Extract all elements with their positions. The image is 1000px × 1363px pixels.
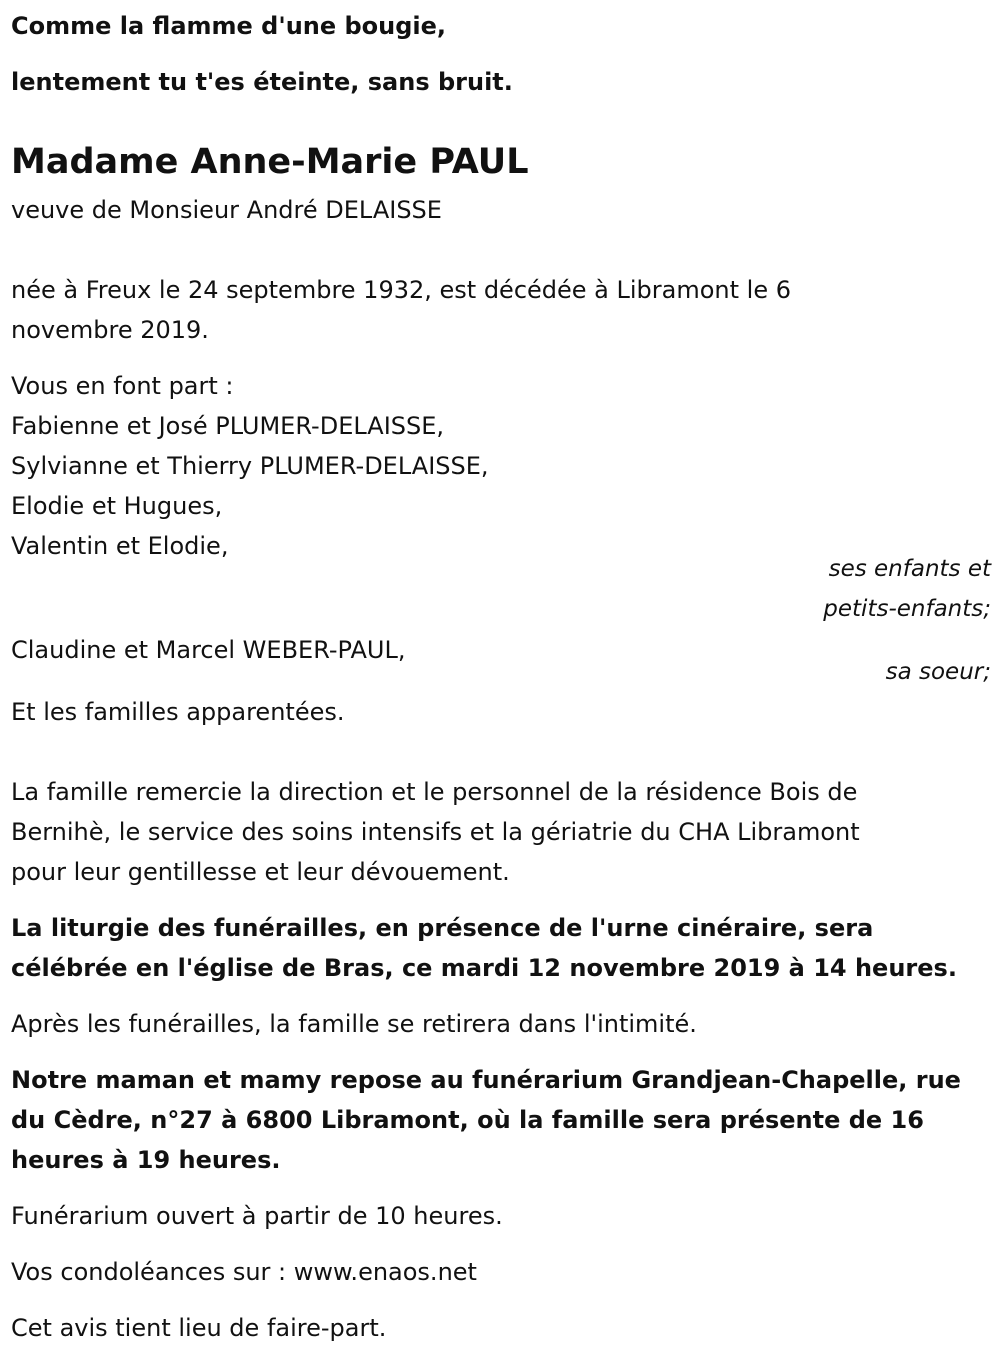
family-child: Valentin et Elodie, <box>11 532 229 560</box>
condolences-line: Vos condoléances sur : www.enaos.net <box>11 1258 477 1286</box>
funerarium-open-line: Funérarium ouvert à partir de 10 heures. <box>11 1202 503 1230</box>
deceased-name: Madame Anne-Marie PAUL <box>11 142 529 182</box>
rest-line-2: du Cèdre, n°27 à 6800 Libramont, où la famille sera présente de 16 <box>11 1106 924 1134</box>
family-child: Elodie et Hugues, <box>11 492 223 520</box>
rest-line-1: Notre maman et mamy repose au funérarium Grandjean-Chapelle, rue <box>11 1066 961 1094</box>
liturgy-line-2: célébrée en l'église de Bras, ce mardi 12 novembre 2019 à 14 heures. <box>11 954 957 982</box>
family-child: Fabienne et José PLUMER-DELAISSE, <box>11 412 445 440</box>
birth-death-line-2: novembre 2019. <box>11 316 209 344</box>
after-funeral-line: Après les funérailles, la famille se retirera dans l'intimité. <box>11 1010 697 1038</box>
liturgy-line-1: La liturgie des funérailles, en présence de l'urne cinéraire, sera <box>11 914 874 942</box>
sister-role: sa soeur; <box>885 659 991 685</box>
family-child: Sylvianne et Thierry PLUMER-DELAISSE, <box>11 452 489 480</box>
family-intro: Vous en font part : <box>11 372 234 400</box>
thanks-line-3: pour leur gentillesse et leur dévouement. <box>11 858 510 886</box>
relatives-line: Et les familles apparentées. <box>11 698 345 726</box>
sister-line: Claudine et Marcel WEBER-PAUL, <box>11 636 406 664</box>
children-role-line-2: petits-enfants; <box>823 596 991 622</box>
rest-line-3: heures à 19 heures. <box>11 1146 281 1174</box>
poem-line-1: Comme la flamme d'une bougie, <box>11 12 447 40</box>
poem-line-2: lentement tu t'es éteinte, sans bruit. <box>11 68 513 96</box>
birth-death-line-1: née à Freux le 24 septembre 1932, est décédée à Libramont le 6 <box>11 276 791 304</box>
notice-line: Cet avis tient lieu de faire-part. <box>11 1314 387 1342</box>
spouse-line: veuve de Monsieur André DELAISSE <box>11 196 442 224</box>
thanks-line-1: La famille remercie la direction et le personnel de la résidence Bois de <box>11 778 858 806</box>
thanks-line-2: Bernihè, le service des soins intensifs et la gériatrie du CHA Libramont <box>11 818 860 846</box>
children-role-line-1: ses enfants et <box>828 556 991 582</box>
